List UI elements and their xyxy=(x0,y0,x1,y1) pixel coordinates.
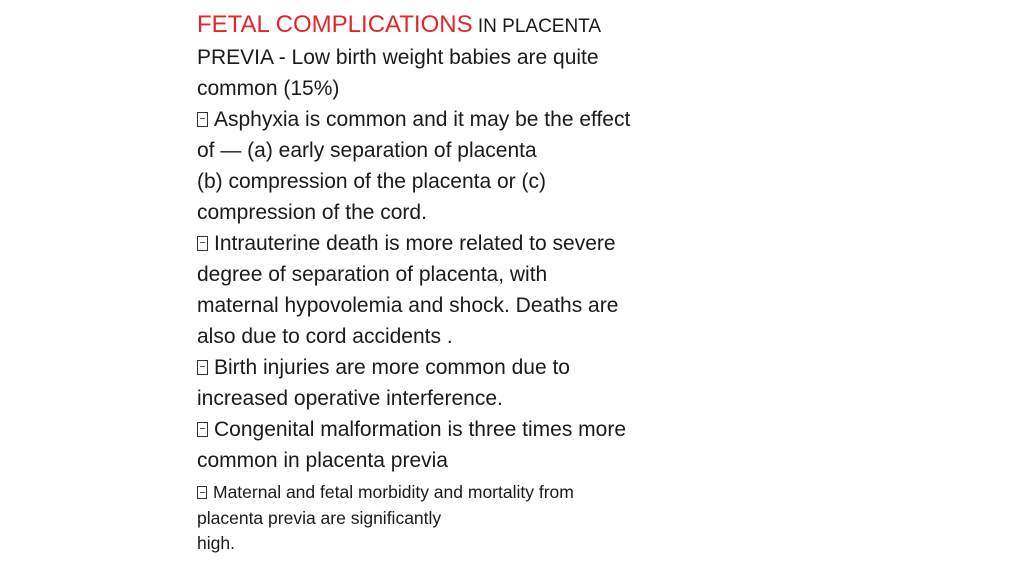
missing-glyph-icon xyxy=(197,360,208,375)
missing-glyph-icon xyxy=(197,112,208,127)
bullet-congenital-malformation xyxy=(197,414,697,476)
bullet-line: compression of the cord. xyxy=(197,201,427,224)
bullet-text: Intrauterine death is more related to severe xyxy=(214,232,616,255)
missing-glyph-icon xyxy=(197,486,207,499)
bullet-line xyxy=(197,228,697,259)
bullet-line xyxy=(197,480,697,506)
bullet-asphyxia xyxy=(197,104,697,228)
bullet-line: common in placenta previa xyxy=(197,449,448,472)
intro-line-1: PREVIA - Low birth weight babies are quite xyxy=(197,46,599,69)
bullet-line xyxy=(197,414,697,445)
bullet-birth-injuries xyxy=(197,352,697,414)
intro-line-2: common (15%) xyxy=(197,77,340,100)
bullet-line: of — (a) early separation of placenta xyxy=(197,139,537,162)
bullet-line: increased operative interference. xyxy=(197,387,503,410)
missing-glyph-icon xyxy=(197,236,208,251)
bullet-line: maternal hypovolemia and shock. Deaths are xyxy=(197,294,619,317)
bullet-line: degree of separation of placenta, with xyxy=(197,263,548,286)
bullet-line xyxy=(197,104,697,135)
title-highlight: FETAL COMPLICATIONS xyxy=(197,11,473,38)
missing-glyph-icon xyxy=(197,422,208,437)
title-continuation: IN PLACENTA xyxy=(472,16,602,37)
bullet-line xyxy=(197,352,697,383)
bullet-text: Asphyxia is common and it may be the effect xyxy=(214,108,631,131)
slide-text-block xyxy=(197,9,697,557)
bullet-text: Maternal and fetal morbidity and mortality from xyxy=(213,482,574,502)
bullet-line: (b) compression of the placenta or (c) xyxy=(197,170,546,193)
bullet-line: placenta previa are significantly xyxy=(197,507,442,528)
bullet-text: Birth injuries are more common due to xyxy=(214,356,570,379)
bullet-intrauterine-death xyxy=(197,228,697,352)
title-line xyxy=(197,9,697,42)
bullet-line: high. xyxy=(197,533,235,553)
bullet-line: also due to cord accidents . xyxy=(197,325,453,348)
bullet-morbidity-mortality xyxy=(197,480,697,557)
bullet-text: Congenital malformation is three times more xyxy=(214,418,627,441)
